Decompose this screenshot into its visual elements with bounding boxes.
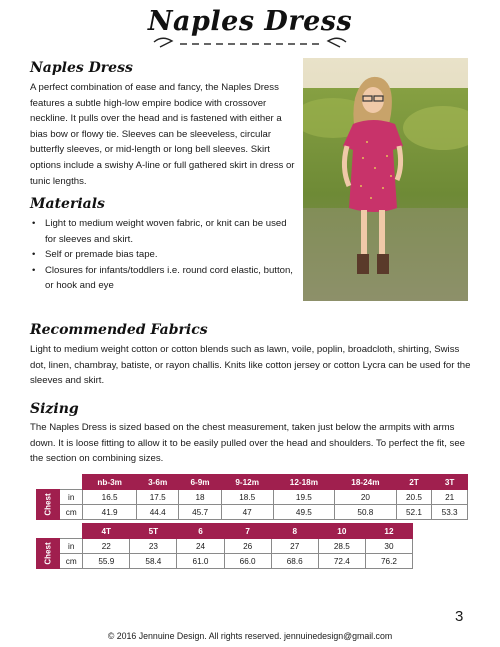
measure-cell: 18.5: [221, 490, 273, 505]
materials-heading: Materials: [30, 196, 105, 212]
measure-cell: 23: [130, 539, 177, 554]
measure-cell: 44.4: [137, 505, 179, 520]
size-header: 3T: [432, 475, 468, 490]
measure-cell: 17.5: [137, 490, 179, 505]
size-header: 8: [271, 524, 318, 539]
size-header: 12-18m: [273, 475, 335, 490]
chest-label: Chest: [43, 493, 53, 516]
sizing-heading: Sizing: [30, 401, 79, 417]
unit-cell: in: [60, 539, 83, 554]
table-row: [37, 539, 413, 554]
size-header: 6: [177, 524, 224, 539]
measure-cell: 72.4: [318, 554, 365, 569]
intro-paragraph: A perfect combination of ease and fancy, the Naples Dress features a subtle high-low empire bodice with crossover neckline. It pulls over the head and is fastened with either a bias bow or flowy tie. Sleeves can be sleeveless, circular butterfly sleeves, or mid-length or long bell sleeves. Skirt options include a swishy A-line or full gathered skirt in dress or tunic lengths.: [30, 82, 295, 187]
size-header: 3-6m: [137, 475, 179, 490]
measure-cell: 41.9: [83, 505, 137, 520]
measure-cell: 66.0: [224, 554, 271, 569]
unit-cell: cm: [60, 554, 83, 569]
fabrics-heading: Recommended Fabrics: [30, 322, 208, 338]
measure-cell: 28.5: [318, 539, 365, 554]
measure-cell: 50.8: [335, 505, 397, 520]
table-row: [37, 490, 468, 505]
page-number: 3: [455, 608, 464, 625]
measure-cell: 21: [432, 490, 468, 505]
chest-label-cell: [37, 490, 60, 520]
intro-heading: Naples Dress: [30, 60, 133, 76]
measure-cell: 16.5: [83, 490, 137, 505]
chest-label-cell: [37, 539, 60, 569]
page-footer: © 2016 Jennuine Design. All rights reserved. jennuinedesign@gmail.com: [107, 631, 393, 641]
size-header: 5T: [130, 524, 177, 539]
measure-cell: 58.4: [130, 554, 177, 569]
table-header-row: [37, 475, 468, 490]
unit-cell: in: [60, 490, 83, 505]
measure-cell: 45.7: [179, 505, 221, 520]
measure-cell: 26: [224, 539, 271, 554]
size-table-2: [36, 523, 413, 569]
measure-cell: 24: [177, 539, 224, 554]
measure-cell: 52.1: [396, 505, 432, 520]
measure-cell: 20: [335, 490, 397, 505]
sizing-paragraph: The Naples Dress is sized based on the chest measurement, taken just below the armpits with arms down. It is loose fitting to allow it to be easily pulled over the head and shoulders. To perfect the fit, see the section on combining sizes.: [30, 422, 465, 465]
size-header: 10: [318, 524, 365, 539]
measure-cell: 68.6: [271, 554, 318, 569]
table-header-row: [37, 524, 413, 539]
materials-item: • Self or premade bias tape.: [45, 247, 300, 263]
materials-item: • Closures for infants/toddlers i.e. round cord elastic, button, or hook and eye: [45, 263, 300, 294]
measure-cell: 19.5: [273, 490, 335, 505]
materials-list: [30, 216, 300, 294]
table-row: [37, 554, 413, 569]
measure-cell: 53.3: [432, 505, 468, 520]
title-flourish: [150, 32, 350, 52]
chest-label: Chest: [43, 542, 53, 565]
measure-cell: 55.9: [83, 554, 130, 569]
size-header: 18-24m: [335, 475, 397, 490]
size-header: 7: [224, 524, 271, 539]
measure-cell: 27: [271, 539, 318, 554]
measure-cell: 61.0: [177, 554, 224, 569]
measure-cell: 22: [83, 539, 130, 554]
page-title: Naples Dress: [147, 6, 353, 37]
measure-cell: 47: [221, 505, 273, 520]
dress-photo: [303, 58, 468, 301]
measure-cell: 76.2: [365, 554, 412, 569]
measure-cell: 20.5: [396, 490, 432, 505]
size-table-1: [36, 474, 468, 520]
size-header: 6-9m: [179, 475, 221, 490]
fabrics-paragraph: Light to medium weight cotton or cotton blends such as lawn, voile, poplin, broadcloth, shirting, Swiss dot, linen, chambray, batiste, or rayon challis. Knits like cotton jersey or cotton Lycra can be used for the sleeves and skirt.: [30, 344, 471, 387]
measure-cell: 30: [365, 539, 412, 554]
measure-cell: 49.5: [273, 505, 335, 520]
size-header: 4T: [83, 524, 130, 539]
table-row: [37, 505, 468, 520]
unit-cell: cm: [60, 505, 83, 520]
measure-cell: 18: [179, 490, 221, 505]
size-header: nb-3m: [83, 475, 137, 490]
size-header: 2T: [396, 475, 432, 490]
materials-item: • Light to medium weight woven fabric, or knit can be used for sleeves and skirt.: [45, 216, 300, 247]
size-header: 12: [365, 524, 412, 539]
size-header: 9-12m: [221, 475, 273, 490]
